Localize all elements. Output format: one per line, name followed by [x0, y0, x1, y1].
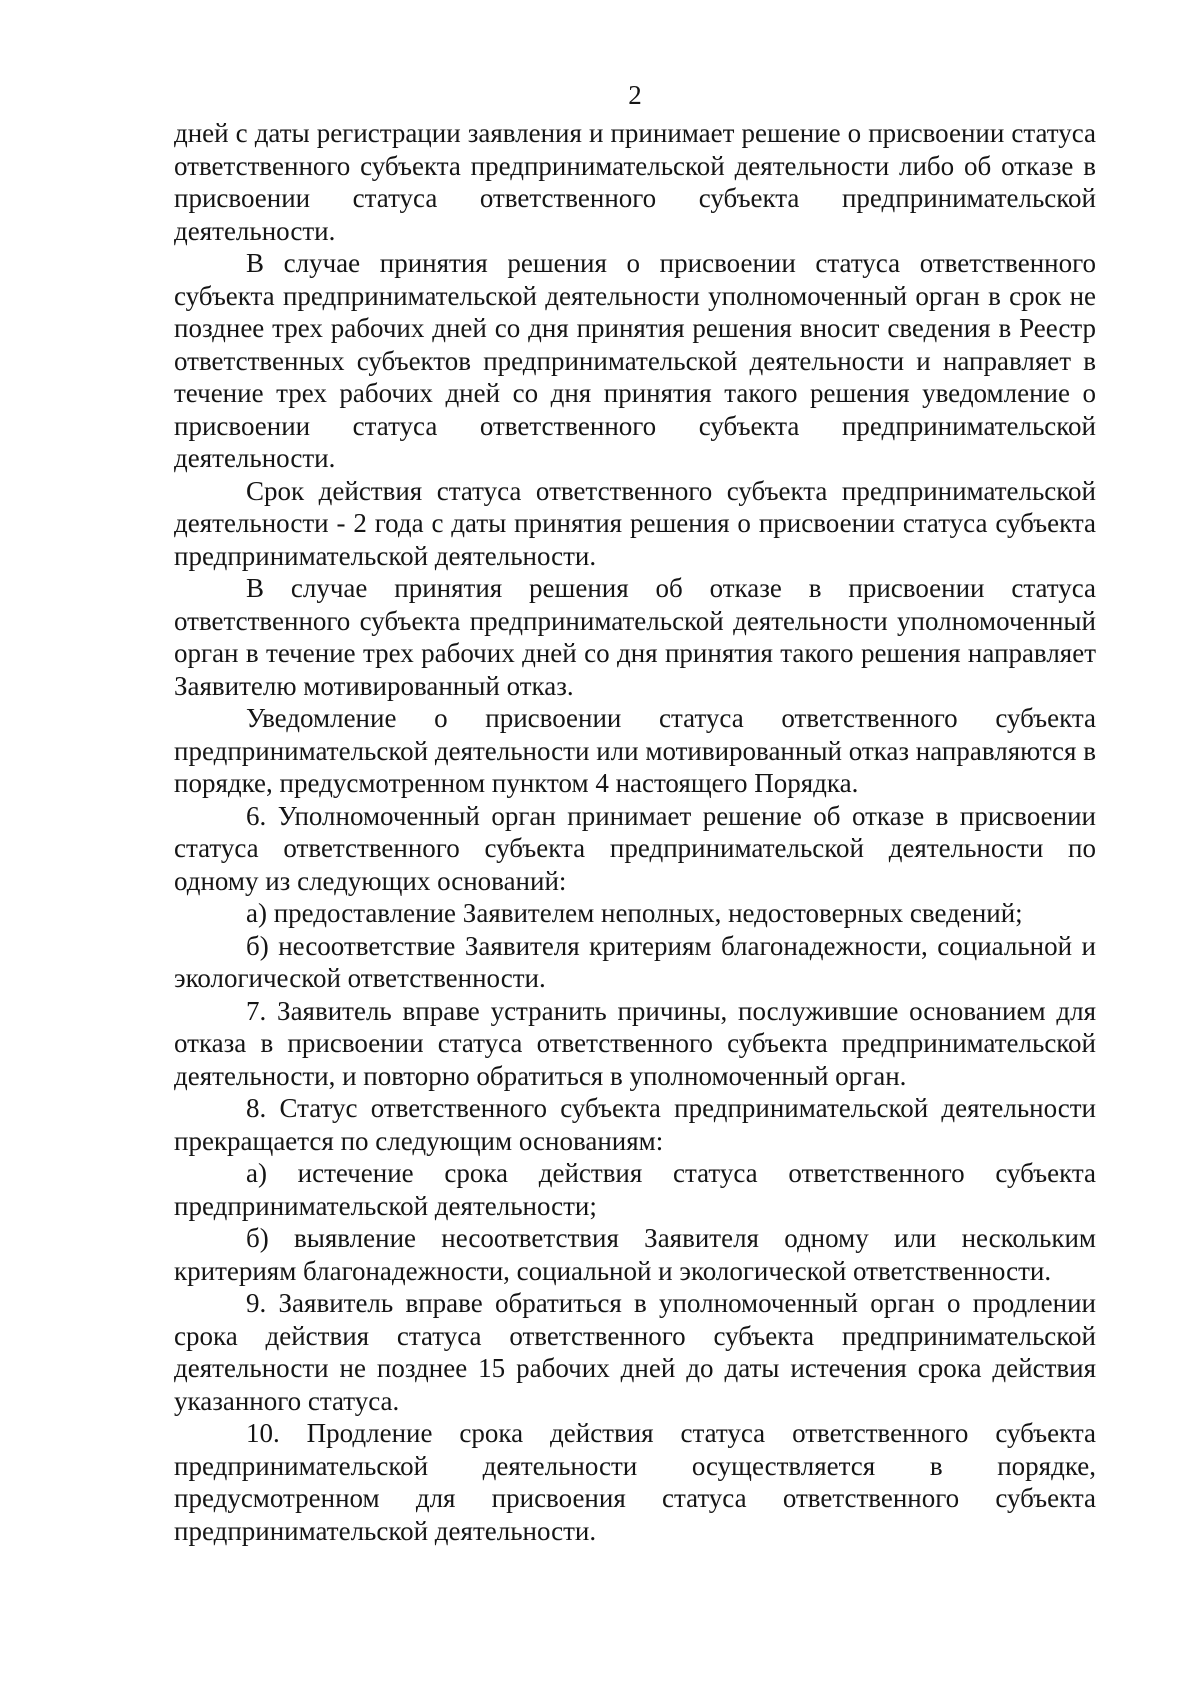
- document-body: [174, 117, 1096, 1547]
- paragraph-item-8b: б) выявление несоответствия Заявителя одному или нескольким критериям благонадежности, социальной и экологической ответственности.: [174, 1223, 1096, 1286]
- paragraph-item-6: 6. Уполномоченный орган принимает решение об отказе в присвоении статуса ответственного субъекта предпринимательской деятельности по одному из следующих оснований:: [174, 800, 1096, 896]
- paragraph-status-term: Срок действия статуса ответственного субъекта предпринимательской деятельности - 2 года с даты принятия решения о присвоении статуса субъекта предпринимательской деятельности.: [174, 475, 1096, 571]
- paragraph-item-8a: а) истечение срока действия статуса ответственного субъекта предпринимательской деятельности;: [174, 1158, 1096, 1221]
- paragraph-item-8: 8. Статус ответственного субъекта предпринимательской деятельности прекращается по следующим основаниям:: [174, 1093, 1096, 1156]
- paragraph-item-6b: б) несоответствие Заявителя критериям благонадежности, социальной и экологической ответственности.: [174, 930, 1096, 993]
- paragraph-decision-refused: В случае принятия решения об отказе в присвоении статуса ответственного субъекта предпринимательской деятельности уполномоченный орган в течение трех рабочих дней со дня принятия такого решения направляет Заявителю мотивированный отказ.: [174, 573, 1096, 701]
- paragraph-decision-granted: В случае принятия решения о присвоении статуса ответственного субъекта предпринимательской деятельности уполномоченный орган в срок не позднее трех рабочих дней со дня принятия решения вносит сведения в Реестр ответственных субъектов предпринимательской деятельности и направляет в течение трех рабочих дней со дня принятия такого решения уведомление о присвоении статуса ответственного субъекта предпринимательской деятельности.: [174, 248, 1096, 473]
- paragraph-item-6a: а) предоставление Заявителем неполных, недостоверных сведений;: [246, 898, 1023, 928]
- paragraph-continuation: дней с даты регистрации заявления и принимает решение о присвоении статуса ответственного субъекта предпринимательской деятельности либо об отказе в присвоении статуса ответственного субъекта предпринимательской деятельности.: [174, 118, 1096, 246]
- paragraph-notification: Уведомление о присвоении статуса ответственного субъекта предпринимательской деятельности или мотивированный отказ направляются в порядке, предусмотренном пунктом 4 настоящего Порядка.: [174, 703, 1096, 798]
- page-number: 2: [628, 80, 642, 110]
- paragraph-item-9: 9. Заявитель вправе обратиться в уполномоченный орган о продлении срока действия статуса ответственного субъекта предпринимательской деятельности не позднее 15 рабочих дней до даты истечения срока действия указанного статуса.: [174, 1288, 1096, 1416]
- paragraph-item-10: 10. Продление срока действия статуса ответственного субъекта предпринимательской деятельности осуществляется в порядке, предусмотренном для присвоения статуса ответственного субъекта предпринимательской деятельности.: [174, 1418, 1096, 1546]
- paragraph-item-7: 7. Заявитель вправе устранить причины, послужившие основанием для отказа в присвоении статуса ответственного субъекта предпринимательской деятельности, и повторно обратиться в уполномоченный орган.: [174, 995, 1096, 1091]
